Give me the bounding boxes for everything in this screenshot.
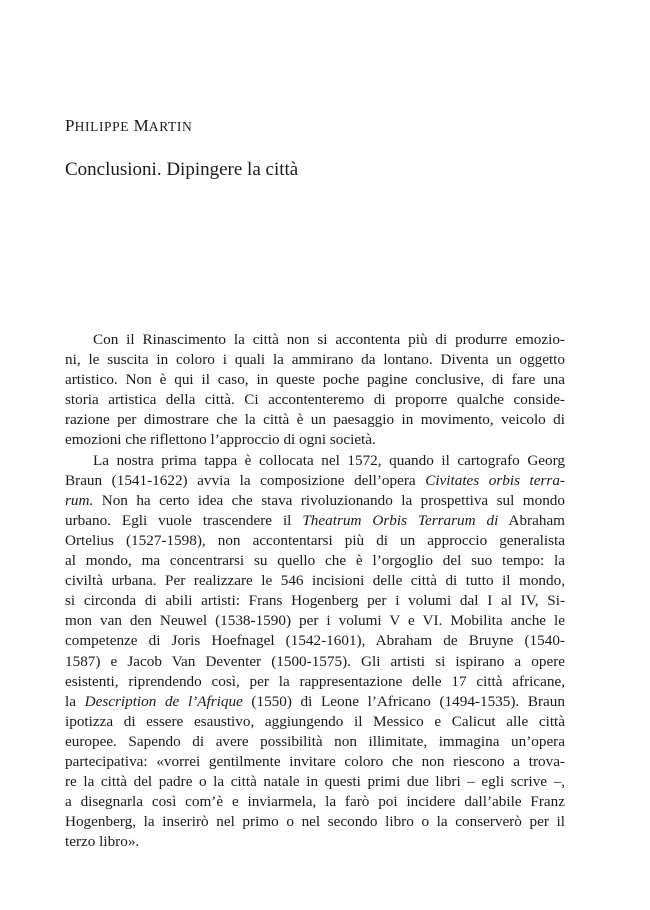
text-line <box>65 752 565 772</box>
text-line <box>65 591 565 611</box>
text-segment: mon van den Neuwel (1538-1590) per i volumi V e VI. Mobilita anche le <box>65 612 565 630</box>
text-line <box>65 491 565 511</box>
text-segment: re la città del padre o la città natale in questi primi due libri – egli scrive –, <box>65 773 565 791</box>
text-segment: ni, le suscita in coloro i quali la ammirano da lontano. Diventa un oggetto <box>65 351 565 369</box>
text-line <box>65 712 565 732</box>
italic-text: Theatrum Orbis Terrarum di <box>302 511 499 529</box>
text-segment: 1587) e Jacob Van Deventer (1500-1575). Gli artisti si ispirano a opere <box>65 652 565 670</box>
text-segment: Hogenberg, la inserirò nel primo o nel secondo libro o la conserverò per il <box>65 813 565 831</box>
text-segment: La nostra prima tappa è collocata nel 1572, quando il cartografo Georg <box>93 451 565 469</box>
text-line <box>65 410 565 430</box>
author-small-caps: HILIPPE <box>74 119 130 134</box>
text-segment: si circonda di abili artisti: Frans Hogenberg per i volumi dal I al IV, Si- <box>65 592 565 610</box>
text-segment: a disegnarla così com’è e inviarmela, la farò poi incidere dall’abile Franz <box>65 793 565 811</box>
text-line <box>65 471 565 491</box>
text-line <box>65 812 565 832</box>
text-segment: razione per dimostrare che la città è un paesaggio in movimento, veicolo di <box>65 411 565 429</box>
text-line <box>65 370 565 390</box>
text-segment: Abraham <box>498 511 565 529</box>
text-segment: al mondo, ma concentrarsi su quello che è l’orgoglio del suo tempo: la <box>65 552 565 570</box>
text-segment: emozioni che riflettono l’approccio di ogni società. <box>65 431 376 449</box>
text-line <box>65 390 565 410</box>
text-segment: urbano. Egli vuole trascendere il <box>65 511 303 529</box>
text-line <box>65 571 565 591</box>
text-segment: storia artistica della città. Ci accontenteremo di proporre qualche conside- <box>65 391 565 409</box>
text-segment: terzo libro». <box>65 833 140 851</box>
text-line <box>65 451 565 471</box>
author-small-caps: ARTIN <box>148 119 193 134</box>
text-segment: esistenti, riprendendo così, per la rappresentazione delle 17 città africane, <box>65 672 565 690</box>
text-segment: la <box>65 692 85 710</box>
text-segment: artistico. Non è qui il caso, in queste poche pagine conclusive, di fare una <box>65 371 565 389</box>
text-segment: Non ha certo idea che stava rivoluzionando la prospettiva sul mondo <box>93 491 565 509</box>
author-name <box>65 116 192 136</box>
text-line <box>65 832 565 852</box>
text-line <box>65 732 565 752</box>
paragraph <box>65 451 565 853</box>
author-initial: P <box>65 116 75 135</box>
text-line <box>65 611 565 631</box>
text-line <box>65 631 565 651</box>
italic-text: Civitates orbis terra- <box>425 471 565 489</box>
text-line <box>65 350 565 370</box>
text-line <box>65 652 565 672</box>
text-segment: europee. Sapendo di avere possibilità non illimitate, immagina un’opera <box>65 732 565 750</box>
text-line <box>65 692 565 712</box>
italic-text: Description de l’Afrique <box>84 692 243 710</box>
text-segment: competenze di Joris Hoefnagel (1542-1601), Abraham de Bruyne (1540- <box>65 632 565 650</box>
text-line <box>65 430 565 450</box>
text-line <box>65 772 565 792</box>
text-line <box>65 531 565 551</box>
text-segment: Con il Rinascimento la città non si accontenta più di produrre emozio- <box>93 331 565 348</box>
text-line <box>65 551 565 571</box>
body-text <box>65 330 565 852</box>
text-segment: ipotizza di essere esaustivo, aggiungendo il Messico e Calicut alle città <box>65 712 565 730</box>
italic-text: rum. <box>65 491 94 509</box>
text-line <box>65 792 565 812</box>
text-segment: Ortelius (1527-1598), non accontentarsi più di un approccio generalista <box>65 531 565 549</box>
text-segment: Braun (1541-1622) avvia la composizione dell’opera <box>65 471 426 489</box>
text-line <box>65 330 565 350</box>
text-line <box>65 672 565 692</box>
text-segment: partecipativa: «vorrei gentilmente invitare coloro che non riescono a trova- <box>65 752 565 770</box>
author-initial: M <box>133 116 149 135</box>
paragraph <box>65 330 565 451</box>
chapter-title: Conclusioni. Dipingere la città <box>65 159 299 180</box>
text-segment: (1550) di Leone l’Africano (1494-1535). Braun <box>242 692 565 710</box>
text-line <box>65 511 565 531</box>
text-segment: civiltà urbana. Per realizzare le 546 incisioni delle città di tutto il mondo, <box>65 572 565 590</box>
